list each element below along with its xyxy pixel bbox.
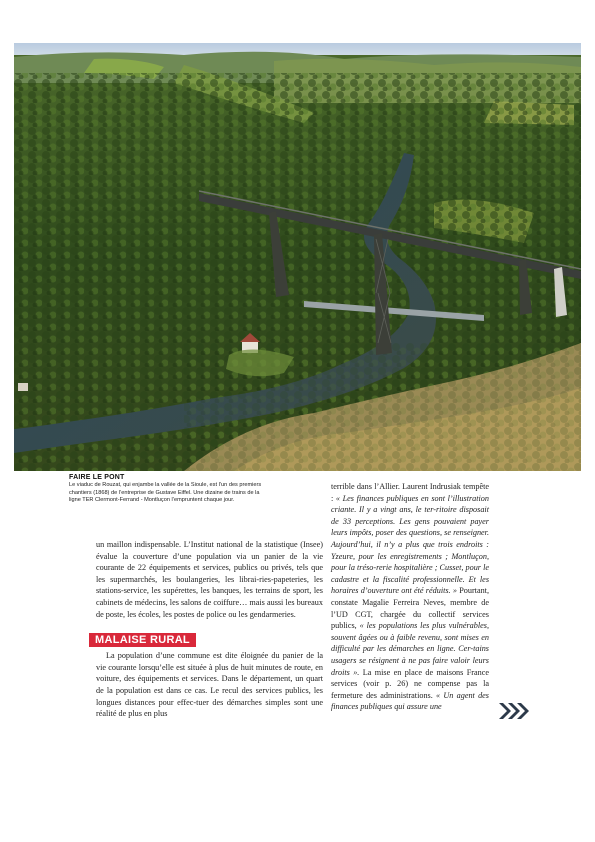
- right-quote-3: « Un agent des finances publiques qui assure une: [331, 690, 489, 712]
- left-column: [96, 539, 323, 720]
- right-paragraph: [331, 481, 489, 713]
- caption-title: FAIRE LE PONT: [69, 474, 125, 481]
- right-text-3: La mise en place de maisons France services (voir p. 26) ne compense pas la fermeture des administrations.: [331, 667, 489, 700]
- aerial-viaduct-photo: [14, 43, 581, 471]
- right-text-2: Pourtant, constate Magalie Ferreira Neves, membre de l’UD CGT, chargée du collectif services publics,: [331, 586, 489, 631]
- photo-caption: [69, 474, 269, 504]
- left-paragraph-1: un maillon indispensable. L’Institut national de la statistique (Insee) évalue la couverture d’une population via un panier de la vie courante de 22 équipements et services, publics ou privés, tels que les supermarchés, les boulangeries, les librai-ries-papeteries, les stations-service, les supérettes, les banques, les terrains de sport, les cabinets de médecins, les salons de coiffure… mais aussi les bureaux de poste, les écoles, les postes de police ou les gendarmeries.: [96, 540, 323, 619]
- section-heading: MALAISE RURAL: [89, 633, 196, 647]
- caption-text: Le viaduc de Rouzat, qui enjambe la vallée de la Sioule, est l’un des premiers chantiers (1868) de l’entreprise de Gustave Eiffel. Une dizaine de trains de la ligne TER Clermont-Ferrand - Montluçon l’empruntent chaque jour.: [69, 482, 262, 503]
- right-quote-1: « Les finances publiques en sont l’illustration criante. Il y a vingt ans, le ter-ritoire disposait de 33 perceptions. Les gens pouvaient payer leurs impôts, poser des questions, se renseigner. Aujourd’hui, il n’y a plus que trois endroits : Yzeure, pour les enregistrements ; Montluçon, pour la tréso-rerie hospitalière ; Cusset, pour le cadastre et la fiscalité professionnelle. Et les horaires d’ouverture ont été réduits. »: [331, 493, 489, 596]
- triple-chevron-right-icon: [498, 702, 530, 720]
- right-text-1: terrible dans l’Allier. Laurent Indrusiak tempête :: [331, 482, 489, 503]
- right-column: [331, 481, 489, 713]
- left-paragraph-2: La population d’une commune est dite éloignée du panier de la vie courante lorsqu’elle est située à plus de huit minutes de route, en voiture, des équipements et services. Dans le département, un quart de la population est dans ce cas. Le recul des services publics, les longues distances pour effec-tuer des démarches simples sont une réalité de plus en plus: [96, 651, 323, 719]
- right-quote-2: « les populations les plus vulnérables, souvent âgées ou à faible revenu, sont mises en difficulté par les démarches en ligne. Cer-tains usagers se résignent à ne pas faire valoir leurs droits ».: [331, 621, 489, 677]
